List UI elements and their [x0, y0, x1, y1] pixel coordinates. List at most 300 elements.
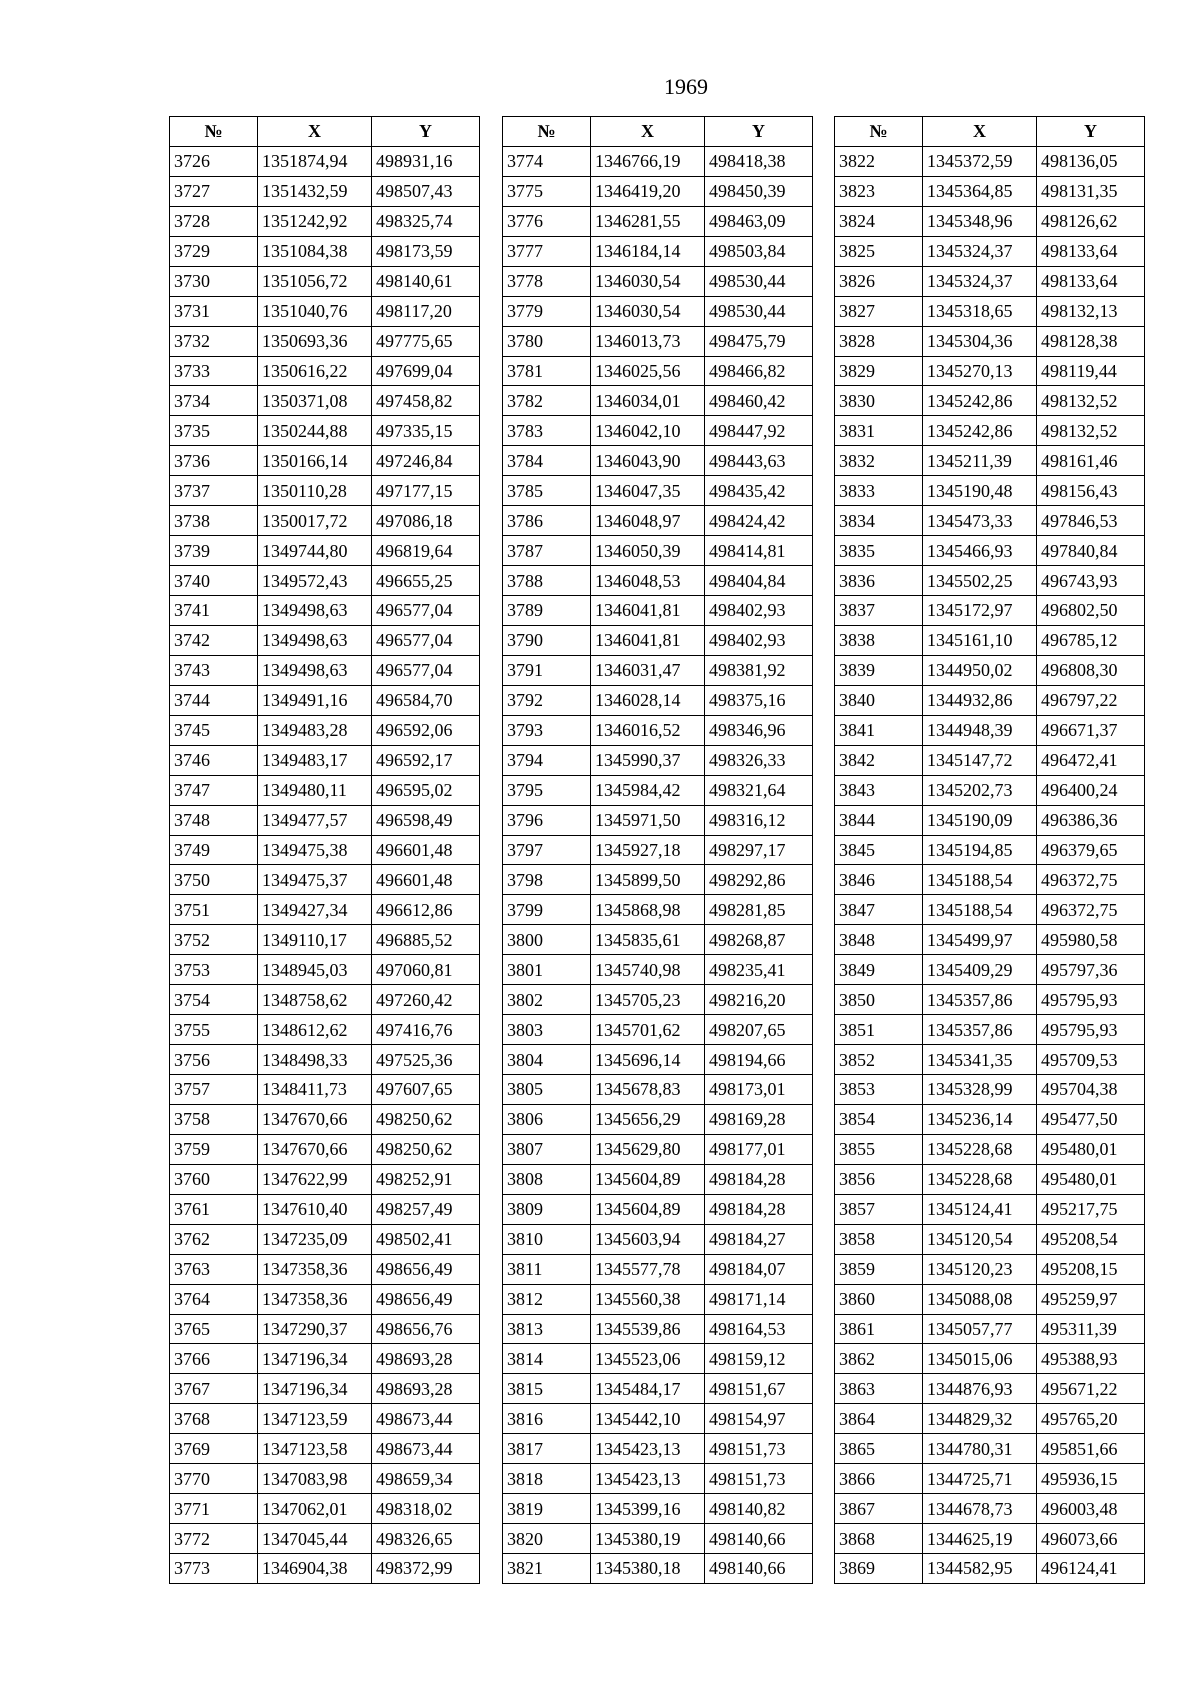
x-coordinate: 1350017,72	[258, 506, 372, 536]
header-row	[835, 117, 1145, 147]
y-coordinate: 496592,17	[372, 745, 480, 775]
point-number: 3826	[835, 266, 923, 296]
x-coordinate: 1345971,50	[591, 805, 705, 835]
point-number: 3757	[170, 1075, 258, 1105]
y-header: Y	[1037, 117, 1145, 147]
y-coordinate: 497699,04	[372, 356, 480, 386]
table-row	[170, 625, 480, 655]
point-number: 3759	[170, 1134, 258, 1164]
number-header: №	[503, 117, 591, 147]
x-coordinate: 1344876,93	[923, 1374, 1037, 1404]
table-row	[170, 326, 480, 356]
y-coordinate: 498326,33	[705, 745, 813, 775]
y-coordinate: 498463,09	[705, 206, 813, 236]
y-coordinate: 495851,66	[1037, 1434, 1145, 1464]
point-number: 3867	[835, 1494, 923, 1524]
x-coordinate: 1351242,92	[258, 206, 372, 236]
point-number: 3835	[835, 536, 923, 566]
y-coordinate: 498126,62	[1037, 206, 1145, 236]
point-number: 3727	[170, 176, 258, 206]
point-number: 3731	[170, 296, 258, 326]
x-coordinate: 1346041,81	[591, 596, 705, 626]
y-coordinate: 498132,52	[1037, 416, 1145, 446]
table-row	[503, 715, 813, 745]
point-number: 3767	[170, 1374, 258, 1404]
y-coordinate: 498252,91	[372, 1164, 480, 1194]
point-number: 3850	[835, 985, 923, 1015]
y-coordinate: 496379,65	[1037, 835, 1145, 865]
x-coordinate: 1345442,10	[591, 1404, 705, 1434]
y-coordinate: 498177,01	[705, 1134, 813, 1164]
y-coordinate: 498375,16	[705, 685, 813, 715]
x-coordinate: 1350110,28	[258, 476, 372, 506]
table-row	[503, 1314, 813, 1344]
x-coordinate: 1346048,97	[591, 506, 705, 536]
table-row	[835, 1404, 1145, 1434]
table-row	[503, 236, 813, 266]
table-row	[835, 1224, 1145, 1254]
y-coordinate: 498131,35	[1037, 176, 1145, 206]
y-coordinate: 495980,58	[1037, 925, 1145, 955]
y-coordinate: 498140,66	[705, 1554, 813, 1584]
table-row	[835, 1284, 1145, 1314]
x-coordinate: 1345701,62	[591, 1015, 705, 1045]
x-coordinate: 1345899,50	[591, 865, 705, 895]
point-number: 3782	[503, 386, 591, 416]
point-number: 3798	[503, 865, 591, 895]
table-row	[835, 176, 1145, 206]
table-row	[835, 865, 1145, 895]
x-coordinate: 1346048,53	[591, 566, 705, 596]
y-coordinate: 496885,52	[372, 925, 480, 955]
point-number: 3758	[170, 1104, 258, 1134]
table-row	[503, 206, 813, 236]
point-number: 3824	[835, 206, 923, 236]
point-number: 3750	[170, 865, 258, 895]
table-row	[503, 895, 813, 925]
point-number: 3780	[503, 326, 591, 356]
y-coordinate: 497260,42	[372, 985, 480, 1015]
table-row	[835, 745, 1145, 775]
y-coordinate: 497458,82	[372, 386, 480, 416]
x-coordinate: 1347196,34	[258, 1344, 372, 1374]
table-row	[835, 985, 1145, 1015]
table-row	[835, 775, 1145, 805]
y-coordinate: 496595,02	[372, 775, 480, 805]
x-coordinate: 1345357,86	[923, 985, 1037, 1015]
point-number: 3807	[503, 1134, 591, 1164]
x-coordinate: 1349477,57	[258, 805, 372, 835]
x-coordinate: 1345324,37	[923, 236, 1037, 266]
x-coordinate: 1346419,20	[591, 176, 705, 206]
y-coordinate: 498133,64	[1037, 236, 1145, 266]
table-row	[170, 1224, 480, 1254]
y-coordinate: 498216,20	[705, 985, 813, 1015]
x-coordinate: 1345242,86	[923, 416, 1037, 446]
y-coordinate: 495208,54	[1037, 1224, 1145, 1254]
y-coordinate: 498207,65	[705, 1015, 813, 1045]
point-number: 3770	[170, 1464, 258, 1494]
point-number: 3799	[503, 895, 591, 925]
y-coordinate: 497525,36	[372, 1045, 480, 1075]
x-coordinate: 1349498,63	[258, 655, 372, 685]
point-number: 3820	[503, 1524, 591, 1554]
point-number: 3783	[503, 416, 591, 446]
y-coordinate: 498418,38	[705, 146, 813, 176]
table-row	[835, 416, 1145, 446]
x-coordinate: 1345188,54	[923, 895, 1037, 925]
y-coordinate: 498656,76	[372, 1314, 480, 1344]
x-coordinate: 1345236,14	[923, 1104, 1037, 1134]
x-coordinate: 1346904,38	[258, 1554, 372, 1584]
number-header: №	[170, 117, 258, 147]
y-coordinate: 497060,81	[372, 955, 480, 985]
page-number: 1969	[664, 74, 708, 99]
table-row	[835, 1045, 1145, 1075]
y-coordinate: 498151,73	[705, 1464, 813, 1494]
point-number: 3768	[170, 1404, 258, 1434]
x-coordinate: 1345318,65	[923, 296, 1037, 326]
x-coordinate: 1347196,34	[258, 1374, 372, 1404]
table-row	[835, 206, 1145, 236]
x-coordinate: 1345190,48	[923, 476, 1037, 506]
point-number: 3728	[170, 206, 258, 236]
x-coordinate: 1347670,66	[258, 1104, 372, 1134]
x-coordinate: 1345577,78	[591, 1254, 705, 1284]
point-number: 3742	[170, 625, 258, 655]
x-coordinate: 1345328,99	[923, 1075, 1037, 1105]
y-coordinate: 498136,05	[1037, 146, 1145, 176]
y-coordinate: 497607,65	[372, 1075, 480, 1105]
point-number: 3765	[170, 1314, 258, 1344]
x-coordinate: 1347083,98	[258, 1464, 372, 1494]
point-number: 3839	[835, 655, 923, 685]
table-row	[170, 1254, 480, 1284]
x-coordinate: 1347123,58	[258, 1434, 372, 1464]
x-coordinate: 1349498,63	[258, 625, 372, 655]
table-row	[170, 506, 480, 536]
point-number: 3746	[170, 745, 258, 775]
point-number: 3838	[835, 625, 923, 655]
table-row	[835, 1374, 1145, 1404]
point-number: 3747	[170, 775, 258, 805]
table-row	[835, 386, 1145, 416]
y-coordinate: 496577,04	[372, 625, 480, 655]
point-number: 3775	[503, 176, 591, 206]
y-coordinate: 498503,84	[705, 236, 813, 266]
point-number: 3847	[835, 895, 923, 925]
x-coordinate: 1344932,86	[923, 685, 1037, 715]
table-row	[170, 1284, 480, 1314]
x-coordinate: 1345304,36	[923, 326, 1037, 356]
x-coordinate: 1349572,43	[258, 566, 372, 596]
table-row	[835, 1075, 1145, 1105]
y-coordinate: 498292,86	[705, 865, 813, 895]
coordinates-table-3	[834, 116, 1145, 1584]
x-coordinate: 1349483,17	[258, 745, 372, 775]
y-coordinate: 498460,42	[705, 386, 813, 416]
table-row	[503, 655, 813, 685]
x-coordinate: 1345604,89	[591, 1164, 705, 1194]
x-coordinate: 1345399,16	[591, 1494, 705, 1524]
point-number: 3730	[170, 266, 258, 296]
table-row	[835, 1254, 1145, 1284]
x-coordinate: 1345015,06	[923, 1344, 1037, 1374]
table-row	[835, 805, 1145, 835]
y-coordinate: 496785,12	[1037, 625, 1145, 655]
x-coordinate: 1349744,80	[258, 536, 372, 566]
x-header: X	[258, 117, 372, 147]
table-row	[503, 356, 813, 386]
y-coordinate: 498117,20	[372, 296, 480, 326]
point-number: 3823	[835, 176, 923, 206]
x-header: X	[591, 117, 705, 147]
point-number: 3816	[503, 1404, 591, 1434]
y-coordinate: 498372,99	[372, 1554, 480, 1584]
number-header: №	[835, 117, 923, 147]
y-coordinate: 496592,06	[372, 715, 480, 745]
y-coordinate: 496819,64	[372, 536, 480, 566]
table-row	[503, 865, 813, 895]
table-row	[170, 1194, 480, 1224]
y-coordinate: 498447,92	[705, 416, 813, 446]
x-coordinate: 1345124,41	[923, 1194, 1037, 1224]
table-row	[835, 1524, 1145, 1554]
table-row	[835, 476, 1145, 506]
point-number: 3787	[503, 536, 591, 566]
y-coordinate: 498184,28	[705, 1194, 813, 1224]
point-number: 3774	[503, 146, 591, 176]
y-coordinate: 498164,53	[705, 1314, 813, 1344]
x-coordinate: 1346184,14	[591, 236, 705, 266]
point-number: 3796	[503, 805, 591, 835]
table-row	[170, 1434, 480, 1464]
point-number: 3792	[503, 685, 591, 715]
table-row	[170, 985, 480, 1015]
table-row	[503, 1404, 813, 1434]
x-coordinate: 1346016,52	[591, 715, 705, 745]
y-coordinate: 496808,30	[1037, 655, 1145, 685]
table-row	[835, 356, 1145, 386]
x-coordinate: 1351040,76	[258, 296, 372, 326]
y-coordinate: 498326,65	[372, 1524, 480, 1554]
table-row	[170, 476, 480, 506]
x-coordinate: 1345324,37	[923, 266, 1037, 296]
x-coordinate: 1345194,85	[923, 835, 1037, 865]
x-coordinate: 1346050,39	[591, 536, 705, 566]
x-coordinate: 1348612,62	[258, 1015, 372, 1045]
x-coordinate: 1345088,08	[923, 1284, 1037, 1314]
x-coordinate: 1347670,66	[258, 1134, 372, 1164]
y-coordinate: 498151,73	[705, 1434, 813, 1464]
point-number: 3751	[170, 895, 258, 925]
y-coordinate: 498321,64	[705, 775, 813, 805]
y-coordinate: 498381,92	[705, 655, 813, 685]
x-coordinate: 1345348,96	[923, 206, 1037, 236]
y-coordinate: 498140,82	[705, 1494, 813, 1524]
point-number: 3773	[170, 1554, 258, 1584]
x-coordinate: 1346025,56	[591, 356, 705, 386]
header-row	[503, 117, 813, 147]
y-coordinate: 496655,25	[372, 566, 480, 596]
x-coordinate: 1347290,37	[258, 1314, 372, 1344]
y-coordinate: 497246,84	[372, 446, 480, 476]
table-row	[170, 775, 480, 805]
point-number: 3830	[835, 386, 923, 416]
y-coordinate: 498156,43	[1037, 476, 1145, 506]
table-row	[835, 1194, 1145, 1224]
y-coordinate: 497335,15	[372, 416, 480, 446]
point-number: 3861	[835, 1314, 923, 1344]
table-row	[170, 596, 480, 626]
table-row	[170, 356, 480, 386]
x-coordinate: 1345656,29	[591, 1104, 705, 1134]
table-row	[835, 1134, 1145, 1164]
x-coordinate: 1345466,93	[923, 536, 1037, 566]
point-number: 3844	[835, 805, 923, 835]
point-number: 3832	[835, 446, 923, 476]
x-coordinate: 1347358,36	[258, 1254, 372, 1284]
x-coordinate: 1345372,59	[923, 146, 1037, 176]
header-row	[170, 117, 480, 147]
x-coordinate: 1346281,55	[591, 206, 705, 236]
table-row	[503, 1284, 813, 1314]
x-coordinate: 1347622,99	[258, 1164, 372, 1194]
point-number: 3837	[835, 596, 923, 626]
table-row	[503, 1134, 813, 1164]
y-coordinate: 496073,66	[1037, 1524, 1145, 1554]
table-row	[170, 416, 480, 446]
y-coordinate: 498450,39	[705, 176, 813, 206]
point-number: 3818	[503, 1464, 591, 1494]
table-row	[503, 985, 813, 1015]
point-number: 3737	[170, 476, 258, 506]
table-row	[503, 536, 813, 566]
y-coordinate: 498250,62	[372, 1134, 480, 1164]
y-coordinate: 498169,28	[705, 1104, 813, 1134]
y-coordinate: 498184,28	[705, 1164, 813, 1194]
x-coordinate: 1345188,54	[923, 865, 1037, 895]
point-number: 3729	[170, 236, 258, 266]
point-number: 3833	[835, 476, 923, 506]
table-row	[170, 685, 480, 715]
table-row	[170, 655, 480, 685]
y-coordinate: 495480,01	[1037, 1164, 1145, 1194]
point-number: 3797	[503, 835, 591, 865]
point-number: 3836	[835, 566, 923, 596]
y-coordinate: 496612,86	[372, 895, 480, 925]
table-row	[503, 146, 813, 176]
table-row	[170, 955, 480, 985]
point-number: 3852	[835, 1045, 923, 1075]
table-row	[170, 176, 480, 206]
table-row	[170, 1494, 480, 1524]
table-row	[503, 266, 813, 296]
x-coordinate: 1346031,47	[591, 655, 705, 685]
x-coordinate: 1346041,81	[591, 625, 705, 655]
x-coordinate: 1345172,97	[923, 596, 1037, 626]
coordinates-table-1	[169, 116, 480, 1584]
point-number: 3855	[835, 1134, 923, 1164]
point-number: 3814	[503, 1344, 591, 1374]
table-row	[170, 925, 480, 955]
x-coordinate: 1347610,40	[258, 1194, 372, 1224]
y-coordinate: 496472,41	[1037, 745, 1145, 775]
table-row	[503, 1434, 813, 1464]
y-coordinate: 498171,14	[705, 1284, 813, 1314]
y-coordinate: 498502,41	[372, 1224, 480, 1254]
point-number: 3822	[835, 146, 923, 176]
x-coordinate: 1345202,73	[923, 775, 1037, 805]
x-coordinate: 1348758,62	[258, 985, 372, 1015]
y-coordinate: 498161,46	[1037, 446, 1145, 476]
y-coordinate: 496743,93	[1037, 566, 1145, 596]
table-row	[503, 446, 813, 476]
point-number: 3800	[503, 925, 591, 955]
point-number: 3819	[503, 1494, 591, 1524]
x-coordinate: 1345604,89	[591, 1194, 705, 1224]
x-coordinate: 1349483,28	[258, 715, 372, 745]
y-coordinate: 496386,36	[1037, 805, 1145, 835]
y-coordinate: 495311,39	[1037, 1314, 1145, 1344]
table-row	[503, 745, 813, 775]
x-coordinate: 1344948,39	[923, 715, 1037, 745]
point-number: 3803	[503, 1015, 591, 1045]
table-row	[170, 865, 480, 895]
y-coordinate: 496372,75	[1037, 865, 1145, 895]
y-coordinate: 495208,15	[1037, 1254, 1145, 1284]
y-coordinate: 498154,97	[705, 1404, 813, 1434]
point-number: 3763	[170, 1254, 258, 1284]
table-row	[835, 715, 1145, 745]
x-coordinate: 1346043,90	[591, 446, 705, 476]
x-coordinate: 1351432,59	[258, 176, 372, 206]
table-row	[503, 176, 813, 206]
x-coordinate: 1350166,14	[258, 446, 372, 476]
point-number: 3864	[835, 1404, 923, 1434]
point-number: 3862	[835, 1344, 923, 1374]
point-number: 3755	[170, 1015, 258, 1045]
x-coordinate: 1344829,32	[923, 1404, 1037, 1434]
x-coordinate: 1345868,98	[591, 895, 705, 925]
x-coordinate: 1347123,59	[258, 1404, 372, 1434]
y-coordinate: 498151,67	[705, 1374, 813, 1404]
y-coordinate: 498257,49	[372, 1194, 480, 1224]
y-coordinate: 497840,84	[1037, 536, 1145, 566]
x-coordinate: 1346766,19	[591, 146, 705, 176]
y-coordinate: 498435,42	[705, 476, 813, 506]
point-number: 3845	[835, 835, 923, 865]
table-row	[503, 1344, 813, 1374]
table-row	[503, 596, 813, 626]
table-row	[835, 1015, 1145, 1045]
point-number: 3858	[835, 1224, 923, 1254]
x-coordinate: 1348498,33	[258, 1045, 372, 1075]
x-coordinate: 1344725,71	[923, 1464, 1037, 1494]
x-coordinate: 1344950,02	[923, 655, 1037, 685]
point-number: 3829	[835, 356, 923, 386]
y-coordinate: 496584,70	[372, 685, 480, 715]
table-row	[503, 566, 813, 596]
table-row	[170, 1524, 480, 1554]
x-coordinate: 1345409,29	[923, 955, 1037, 985]
table-row	[170, 1344, 480, 1374]
y-coordinate: 498693,28	[372, 1344, 480, 1374]
y-coordinate: 497416,76	[372, 1015, 480, 1045]
y-coordinate: 498530,44	[705, 296, 813, 326]
y-coordinate: 495795,93	[1037, 985, 1145, 1015]
table-row	[170, 206, 480, 236]
